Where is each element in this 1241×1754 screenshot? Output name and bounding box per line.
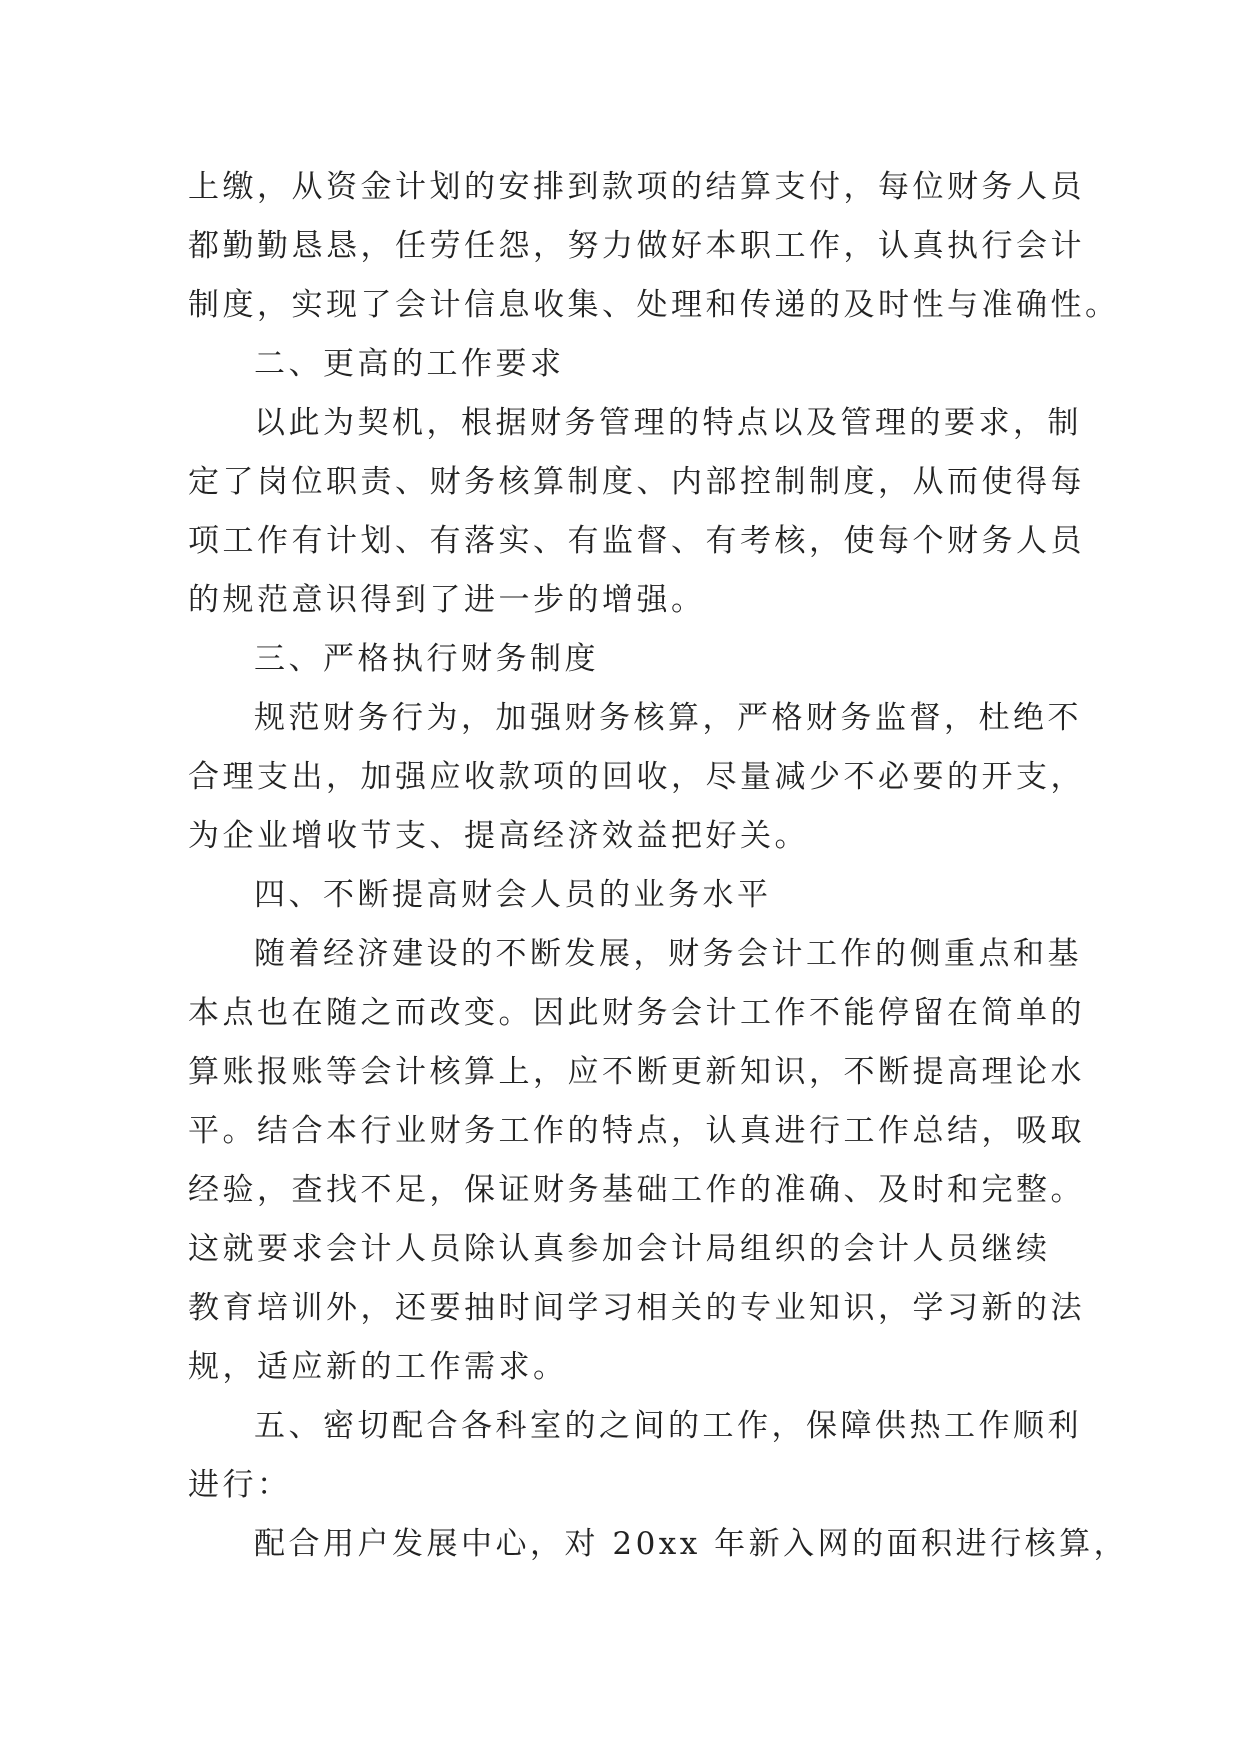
text-line: 经验，查找不足，保证财务基础工作的准确、及时和完整。 <box>188 1172 1085 1208</box>
text-line: 这就要求会计人员除认真参加会计局组织的会计人员继续 <box>188 1231 1051 1267</box>
text-line: 规，适应新的工作需求。 <box>188 1349 568 1385</box>
text-line: 算账报账等会计核算上，应不断更新知识，不断提高理论水 <box>188 1054 1085 1090</box>
text-line: 定了岗位职责、财务核算制度、内部控制制度，从而使得每 <box>188 464 1085 500</box>
text-line: 合理支出，加强应收款项的回收，尽量减少不必要的开支， <box>188 759 1085 795</box>
text-line: 配合用户发展中心，对 20xx 年新入网的面积进行核算， <box>254 1526 1129 1562</box>
text-line: 项工作有计划、有落实、有监督、有考核，使每个财务人员 <box>188 523 1085 559</box>
text-line: 都勤勤恳恳，任劳任怨，努力做好本职工作，认真执行会计 <box>188 228 1085 264</box>
section-heading: 四、不断提高财会人员的业务水平 <box>254 877 772 913</box>
text-line: 上缴，从资金计划的安排到款项的结算支付，每位财务人员 <box>188 169 1085 205</box>
text-line: 随着经济建设的不断发展，财务会计工作的侧重点和基 <box>254 936 1082 972</box>
text-line: 规范财务行为，加强财务核算，严格财务监督，杜绝不 <box>254 700 1082 736</box>
document-body <box>188 158 1129 1574</box>
text-line: 为企业增收节支、提高经济效益把好关。 <box>188 818 809 854</box>
text-line: 本点也在随之而改变。因此财务会计工作不能停留在简单的 <box>188 995 1085 1031</box>
text-line: 平。结合本行业财务工作的特点，认真进行工作总结，吸取 <box>188 1113 1085 1149</box>
text-line: 的规范意识得到了进一步的增强。 <box>188 582 706 618</box>
section-heading: 三、严格执行财务制度 <box>254 641 599 677</box>
section-heading: 二、更高的工作要求 <box>254 346 565 382</box>
text-line: 教育培训外，还要抽时间学习相关的专业知识，学习新的法 <box>188 1290 1085 1326</box>
text-line: 制度，实现了会计信息收集、处理和传递的及时性与准确性。 <box>188 287 1120 323</box>
text-line: 以此为契机，根据财务管理的特点以及管理的要求，制 <box>254 405 1082 441</box>
text-line: 进行： <box>188 1467 292 1503</box>
section-heading: 五、密切配合各科室的之间的工作，保障供热工作顺利 <box>254 1408 1082 1444</box>
